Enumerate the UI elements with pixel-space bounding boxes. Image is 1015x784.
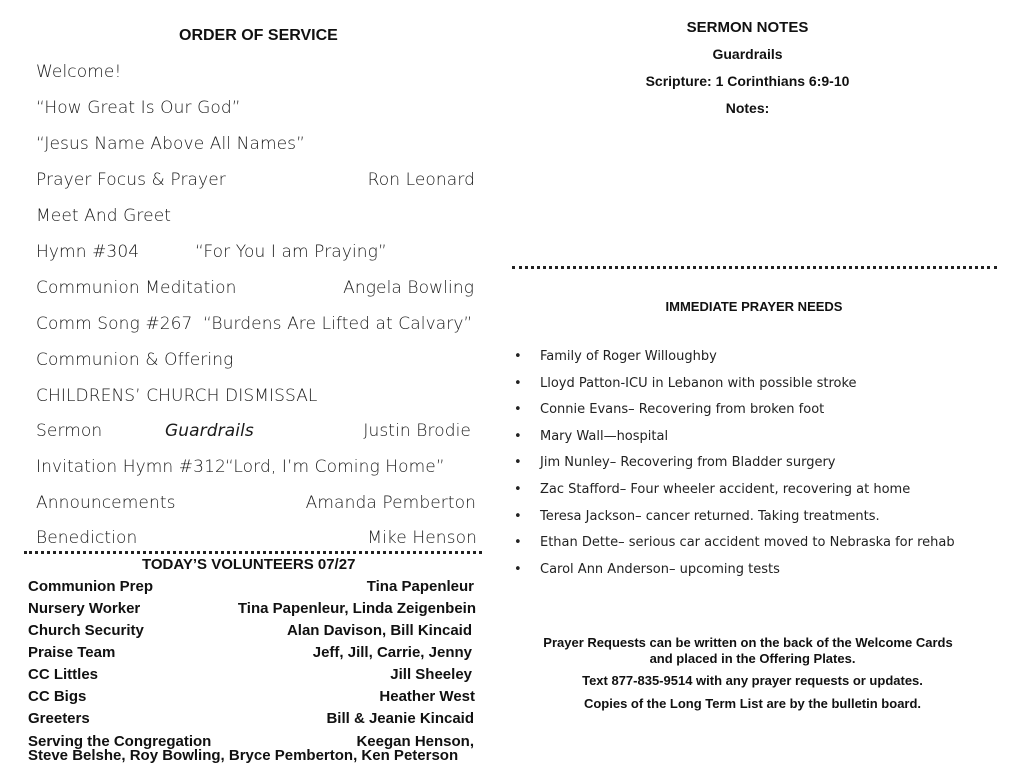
prayer-request-note-line-2: and placed in the Offering Plates.: [649, 651, 856, 666]
list-item: • Ethan Dette– serious car accident moved to Nebraska for rehab: [514, 535, 955, 551]
volunteer-role: Serving the Congregation: [28, 733, 212, 750]
service-item-welcome: Welcome!: [36, 62, 122, 82]
volunteer-role: Praise Team: [28, 644, 116, 661]
bullet-icon: •: [514, 535, 522, 551]
list-item: • Family of Roger Willoughby: [514, 349, 717, 364]
volunteer-role: Church Security: [28, 622, 144, 639]
sermon-notes-subtitle: Guardrails: [712, 46, 783, 62]
service-item-prayer-leader: Ron Leonard: [367, 170, 475, 190]
bullet-icon: •: [514, 508, 522, 524]
volunteer-role: Communion Prep: [28, 578, 154, 595]
list-item: • Zac Stafford– Four wheeler accident, recovering at home: [514, 481, 911, 497]
volunteer-names-continued: Steve Belshe, Roy Bowling, Bryce Pemberton, Ken Peterson: [28, 747, 459, 764]
volunteer-names: Heather West: [379, 688, 475, 705]
service-item-announcer: Amanda Pemberton: [305, 493, 476, 513]
bullet-icon: •: [514, 561, 522, 577]
sermon-notes-title: SERMON NOTES: [686, 19, 809, 36]
list-item: • Carol Ann Anderson– upcoming tests: [514, 561, 780, 577]
volunteer-names: Tina Papenleur, Linda Zeigenbein: [237, 600, 476, 617]
volunteer-role: CC Bigs: [28, 688, 87, 705]
service-item-hymn: Hymn #304: [36, 242, 140, 262]
bullet-icon: •: [514, 481, 522, 497]
sermon-notes-label: Notes:: [725, 100, 770, 116]
volunteer-names: Bill & Jeanie Kincaid: [326, 710, 474, 727]
list-item: • Teresa Jackson– cancer returned. Taking treatments.: [514, 508, 880, 524]
prayer-needs-list: [514, 349, 955, 588]
volunteers-title: TODAY’S VOLUNTEERS 07/27: [142, 556, 356, 573]
bullet-icon: •: [514, 402, 522, 418]
service-item-childrens-dismissal: CHILDRENS’ CHURCH DISMISSAL: [36, 386, 318, 406]
service-item-communion-offering: Communion & Offering: [36, 350, 234, 370]
volunteer-names: Keegan Henson,: [356, 733, 474, 750]
service-item-preacher: Justin Brodie: [363, 421, 471, 441]
service-item-sermon: Sermon: [36, 421, 103, 441]
bullet-icon: •: [514, 375, 522, 391]
service-item-prayer: Prayer Focus & Prayer: [36, 170, 226, 190]
prayer-needs-title: IMMEDIATE PRAYER NEEDS: [665, 299, 843, 314]
sermon-scripture: Scripture: 1 Corinthians 6:9-10: [645, 73, 850, 89]
volunteer-names: Jeff, Jill, Carrie, Jenny: [312, 644, 472, 661]
service-item-hymn-title: “For You I am Praying”: [195, 242, 387, 262]
list-item: • Lloyd Patton-ICU in Lebanon with possible stroke: [514, 375, 857, 391]
service-item-benediction-leader: Mike Henson: [367, 528, 477, 548]
bullet-icon: •: [514, 349, 522, 364]
service-item-comm-song-title: “Burdens Are Lifted at Calvary”: [203, 314, 473, 334]
service-item-meditation-leader: Angela Bowling: [343, 278, 474, 298]
bullet-icon: •: [514, 428, 522, 444]
service-item-invitation-title: “Lord, I’m Coming Home”: [225, 457, 445, 477]
list-item: • Jim Nunley– Recovering from Bladder surgery: [514, 455, 836, 471]
service-item-invitation-hymn: Invitation Hymn #312: [36, 457, 226, 477]
prayer-request-note-line-1: Prayer Requests can be written on the back of the Welcome Cards: [543, 635, 953, 650]
long-term-list-note: Copies of the Long Term List are by the bulletin board.: [583, 696, 922, 711]
volunteer-role: Nursery Worker: [28, 600, 141, 617]
list-item: • Mary Wall—hospital: [514, 428, 669, 444]
volunteer-names: Jill Sheeley: [390, 666, 472, 683]
service-item-announcements: Announcements: [36, 493, 176, 513]
list-item: • Connie Evans– Recovering from broken foot: [514, 402, 825, 418]
service-item-communion-meditation: Communion Meditation: [36, 278, 237, 298]
service-item-meet-greet: Meet And Greet: [36, 206, 172, 226]
volunteer-names: Tina Papenleur: [366, 578, 474, 595]
service-item-song-1: “How Great Is Our God”: [36, 98, 241, 118]
service-item-comm-song: Comm Song #267: [36, 314, 193, 334]
volunteer-names: Alan Davison, Bill Kincaid: [286, 622, 472, 639]
order-of-service-title: ORDER OF SERVICE: [179, 27, 338, 44]
service-item-sermon-title: Guardrails: [165, 421, 254, 441]
volunteer-role: CC Littles: [28, 666, 99, 683]
text-line-note: Text 877-835-9514 with any prayer requests or updates.: [582, 673, 923, 688]
bullet-icon: •: [514, 455, 522, 471]
service-item-benediction: Benediction: [36, 528, 138, 548]
section-divider: [512, 266, 997, 269]
section-divider: [24, 551, 482, 554]
service-item-song-2: “Jesus Name Above All Names”: [36, 134, 306, 154]
volunteer-role: Greeters: [28, 710, 90, 727]
